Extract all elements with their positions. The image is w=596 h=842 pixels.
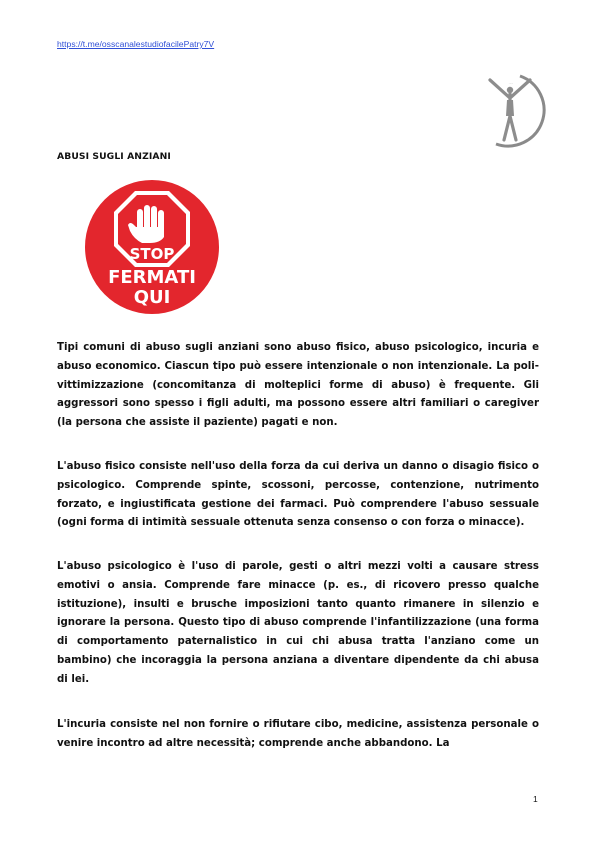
paragraph-psychological-abuse: L'abuso psicologico è l'uso di parole, gesti o altri mezzi volti a causare stress emotivi o ansia. Comprende fare minacce (p. es., di ricovero presso qualche istituzione), insulti e brusche imposizioni tanto quanto rimanere in silenzio e ignorare la persona. Questo tipo di abuso comprende l'infantilizzazione (una forma di comportamento paternalistico in cui chi abusa tratta l'anziano come un bambino) che incoraggia la persona anziana a diventare dipendente da chi abusa di lei.: [57, 561, 539, 685]
paragraph-neglect: L'incuria consiste nel non fornire o rifiutare cibo, medicine, assistenza personale o venire incontro ad altre necessità; comprende anche abbandono. La: [57, 719, 539, 749]
sign-line-2: QUI: [133, 287, 171, 308]
stop-sign-image: [84, 179, 220, 315]
telegram-link[interactable]: https://t.me/osscanalestudiofacilePatry7V: [57, 39, 215, 49]
human-figure-logo-icon: [476, 70, 546, 148]
paragraph-physical-abuse: L'abuso fisico consiste nell'uso della forza da cui deriva un danno o disagio fisico o psicologico. Comprende spinte, scossoni, percosse, contenzione, nutrimento forzato, e ingiustificata gestione dei farmaci. Può comprendere l'abuso sessuale (ogni forma di intimità sessuale ottenuta senza consenso o con forza o minacce).: [57, 461, 539, 529]
stop-label: STOP: [129, 245, 175, 263]
svg-text:‧‧‧‧‧: ‧‧‧‧‧: [508, 81, 514, 85]
page-number: 1: [533, 794, 538, 804]
page-title: ABUSI SUGLI ANZIANI: [57, 151, 171, 162]
sign-line-1: FERMATI: [108, 267, 196, 288]
paragraph-intro: Tipi comuni di abuso sugli anziani sono abuso fisico, abuso psicologico, incuria e abuso economico. Ciascun tipo può essere intenzionale o non intenzionale. La poli-vittimizzazione (concomitanza di molteplici forme di abuso) è frequente. Gli aggressori sono spesso i figli adulti, ma possono essere altri familiari o caregiver (la persona che assiste il paziente) pagati e non.: [57, 342, 539, 429]
